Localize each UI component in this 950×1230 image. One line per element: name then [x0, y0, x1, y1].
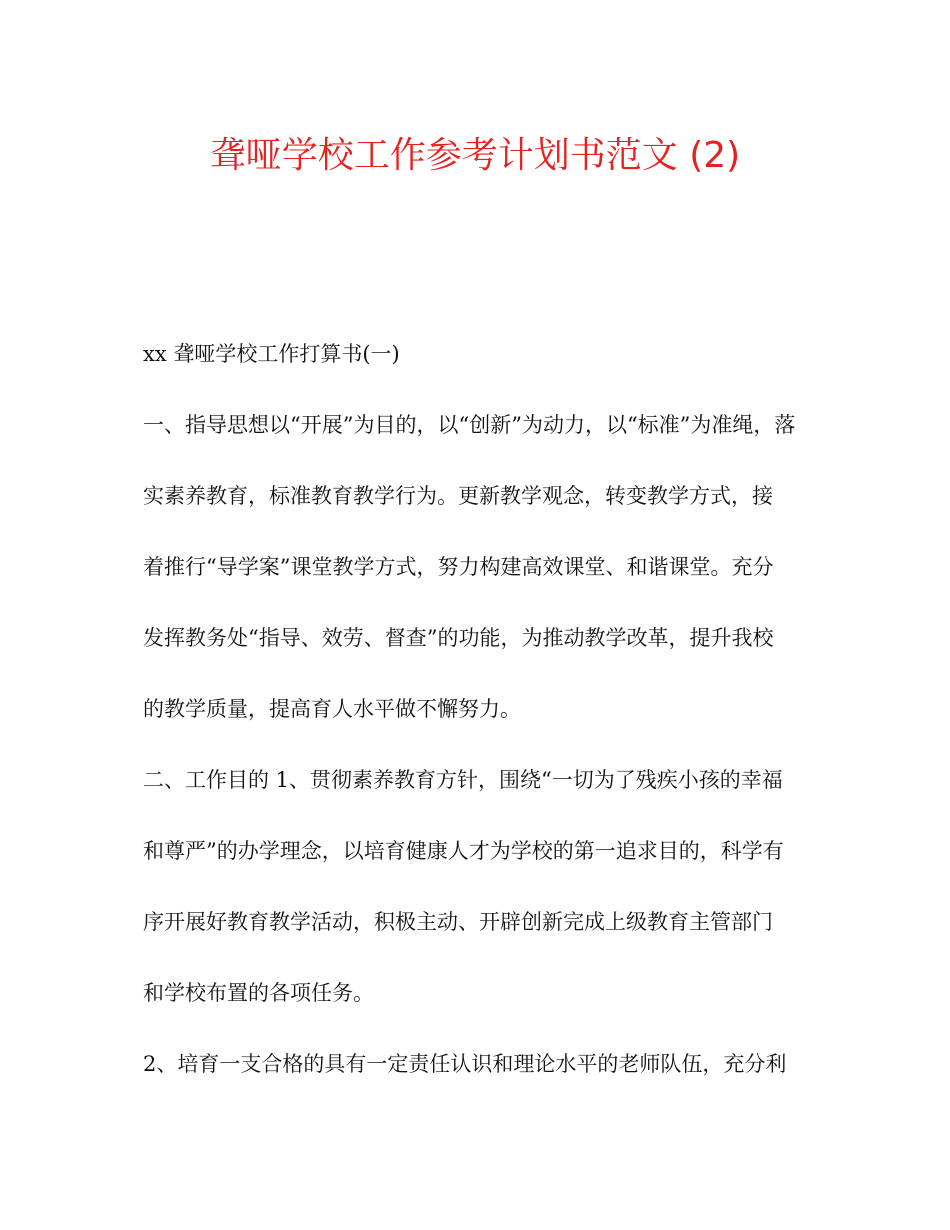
document-title: 聋哑学校工作参考计划书范文 (2)	[209, 135, 741, 176]
body-line: 二、工作目的 1、贯彻素养教育方针，围绕“一切为了残疾小孩的幸福	[143, 768, 783, 792]
document-body	[143, 334, 815, 1115]
body-line: xx 聋哑学校工作打算书(一)	[143, 342, 400, 366]
body-line: 和尊严”的办学理念，以培育健康人才为学校的第一追求目的，科学有	[143, 839, 784, 863]
body-line: 2、培育一支合格的具有一定责任认识和理论水平的老师队伍，充分利	[143, 1052, 787, 1076]
body-line: 发挥教务处“指导、效劳、督查”的功能，为推动教学改革，提升我校	[143, 626, 774, 650]
body-line: 实素养教育，标准教育教学行为。更新教学观念，转变教学方式，接	[143, 484, 773, 508]
body-line: 一、指导思想以“开展”为目的，以“创新”为动力，以“标准”为准绳，落	[143, 413, 796, 437]
body-line: 着推行“导学案”课堂教学方式，努力构建高效课堂、和谐课堂。充分	[143, 555, 774, 579]
body-line: 的教学质量，提高育人水平做不懈努力。	[143, 697, 521, 721]
body-line: 和学校布置的各项任务。	[143, 981, 374, 1005]
body-line: 序开展好教育教学活动，积极主动、开辟创新完成上级教育主管部门	[143, 910, 773, 934]
